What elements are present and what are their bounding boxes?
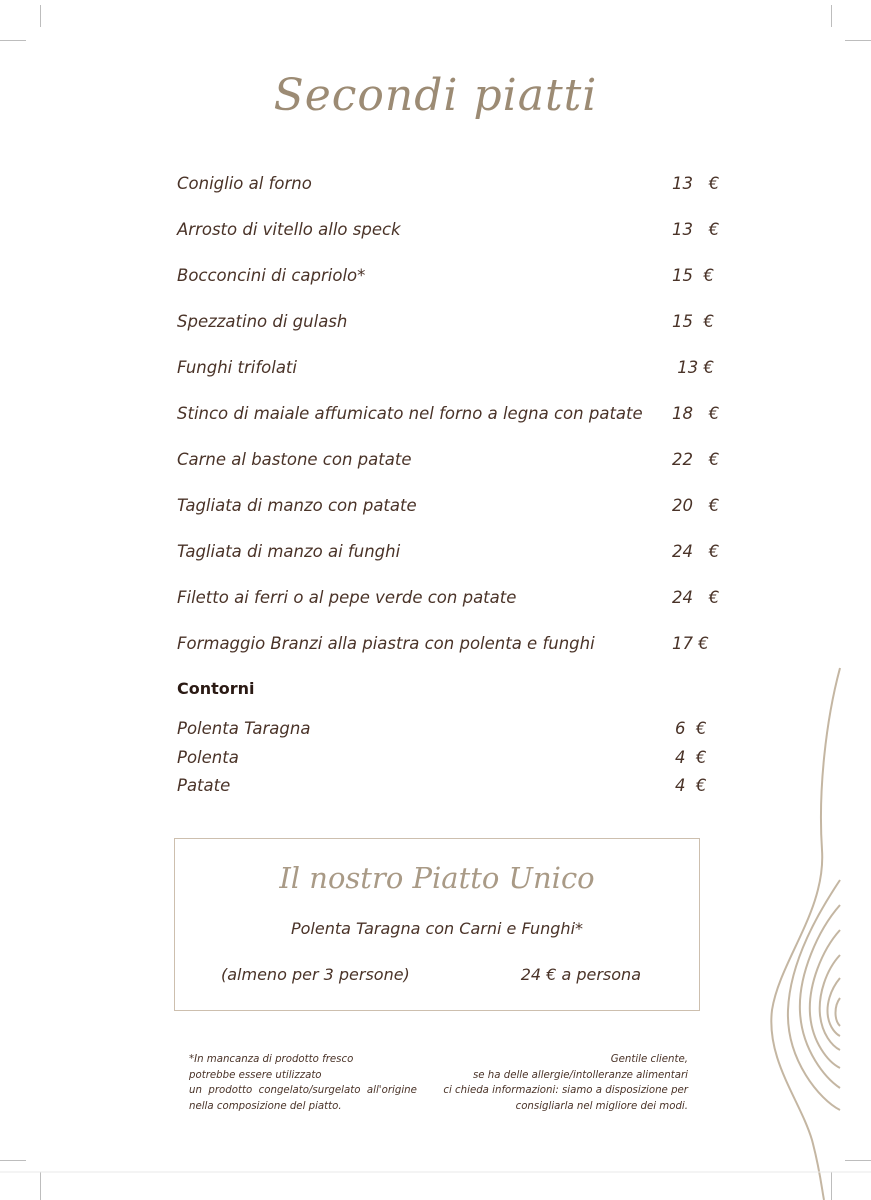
- footnote-frozen-products: [189, 1052, 417, 1114]
- side-dish-price: 4 €: [675, 748, 707, 767]
- dish-price: 22 €: [672, 450, 720, 469]
- footnote-line: nella composizione del piatto.: [189, 1100, 342, 1112]
- footnote-line: se ha delle allergie/intolleranze alimentari: [472, 1069, 688, 1081]
- dish-name: Stinco di maiale affumicato nel forno a legna con patate: [177, 404, 643, 423]
- side-dish-name: Patate: [177, 776, 231, 795]
- dish-name: Spezzatino di gulash: [177, 312, 348, 331]
- dish-name: Tagliata di manzo con patate: [177, 496, 417, 515]
- dish-name: Carne al bastone con patate: [177, 450, 412, 469]
- dish-name: Filetto ai ferri o al pepe verde con patate: [177, 588, 517, 607]
- dish-price: 13 €: [672, 174, 720, 193]
- side-dish-name: Polenta Taragna: [177, 719, 311, 738]
- dish-price: 18 €: [672, 404, 720, 423]
- dish-name: Bocconcini di capriolo*: [177, 266, 366, 285]
- dish-name: Coniglio al forno: [177, 174, 312, 193]
- dish-price: 13 €: [672, 358, 714, 377]
- dish-name: Formaggio Branzi alla piastra con polenta e funghi: [177, 634, 595, 653]
- footnote-line: Gentile cliente,: [610, 1054, 688, 1065]
- dish-name: Tagliata di manzo ai funghi: [177, 542, 401, 561]
- dish-name: Arrosto di vitello allo speck: [177, 220, 401, 239]
- section-heading-contorni: Contorni: [177, 679, 255, 698]
- piatto-unico-price: 24 € a persona: [520, 965, 641, 984]
- dish-price: 24 €: [672, 588, 720, 607]
- footnote-line: *In mancanza di prodotto fresco: [189, 1054, 354, 1065]
- page-title: Secondi piatti: [273, 70, 598, 121]
- dish-price: 17 €: [672, 634, 709, 653]
- side-dish-price: 4 €: [675, 776, 707, 795]
- dish-price: 20 €: [672, 496, 720, 515]
- dish-price: 15 €: [672, 312, 714, 331]
- footnote-line: consigliarla nel migliore dei modi.: [515, 1100, 688, 1112]
- footnote-line: potrebbe essere utilizzato: [189, 1069, 322, 1081]
- piatto-unico-dish: Polenta Taragna con Carni e Funghi*: [290, 919, 584, 938]
- dish-price: 24 €: [672, 542, 720, 561]
- side-dish-price: 6 €: [675, 719, 707, 738]
- piatto-unico-title: Il nostro Piatto Unico: [279, 861, 595, 895]
- dish-price: 15 €: [672, 266, 714, 285]
- footnote-line: un prodotto congelato/surgelato all'origine: [189, 1085, 417, 1096]
- dish-name: Funghi trifolati: [177, 358, 297, 377]
- piatto-unico-persons: (almeno per 3 persone): [221, 965, 410, 984]
- dish-price: 13 €: [672, 220, 720, 239]
- footnote-allergies: [443, 1052, 688, 1114]
- footnote-line: ci chieda informazioni: siamo a disposizione per: [443, 1085, 688, 1096]
- piatto-unico-box: [174, 838, 700, 1011]
- side-dish-name: Polenta: [177, 748, 239, 767]
